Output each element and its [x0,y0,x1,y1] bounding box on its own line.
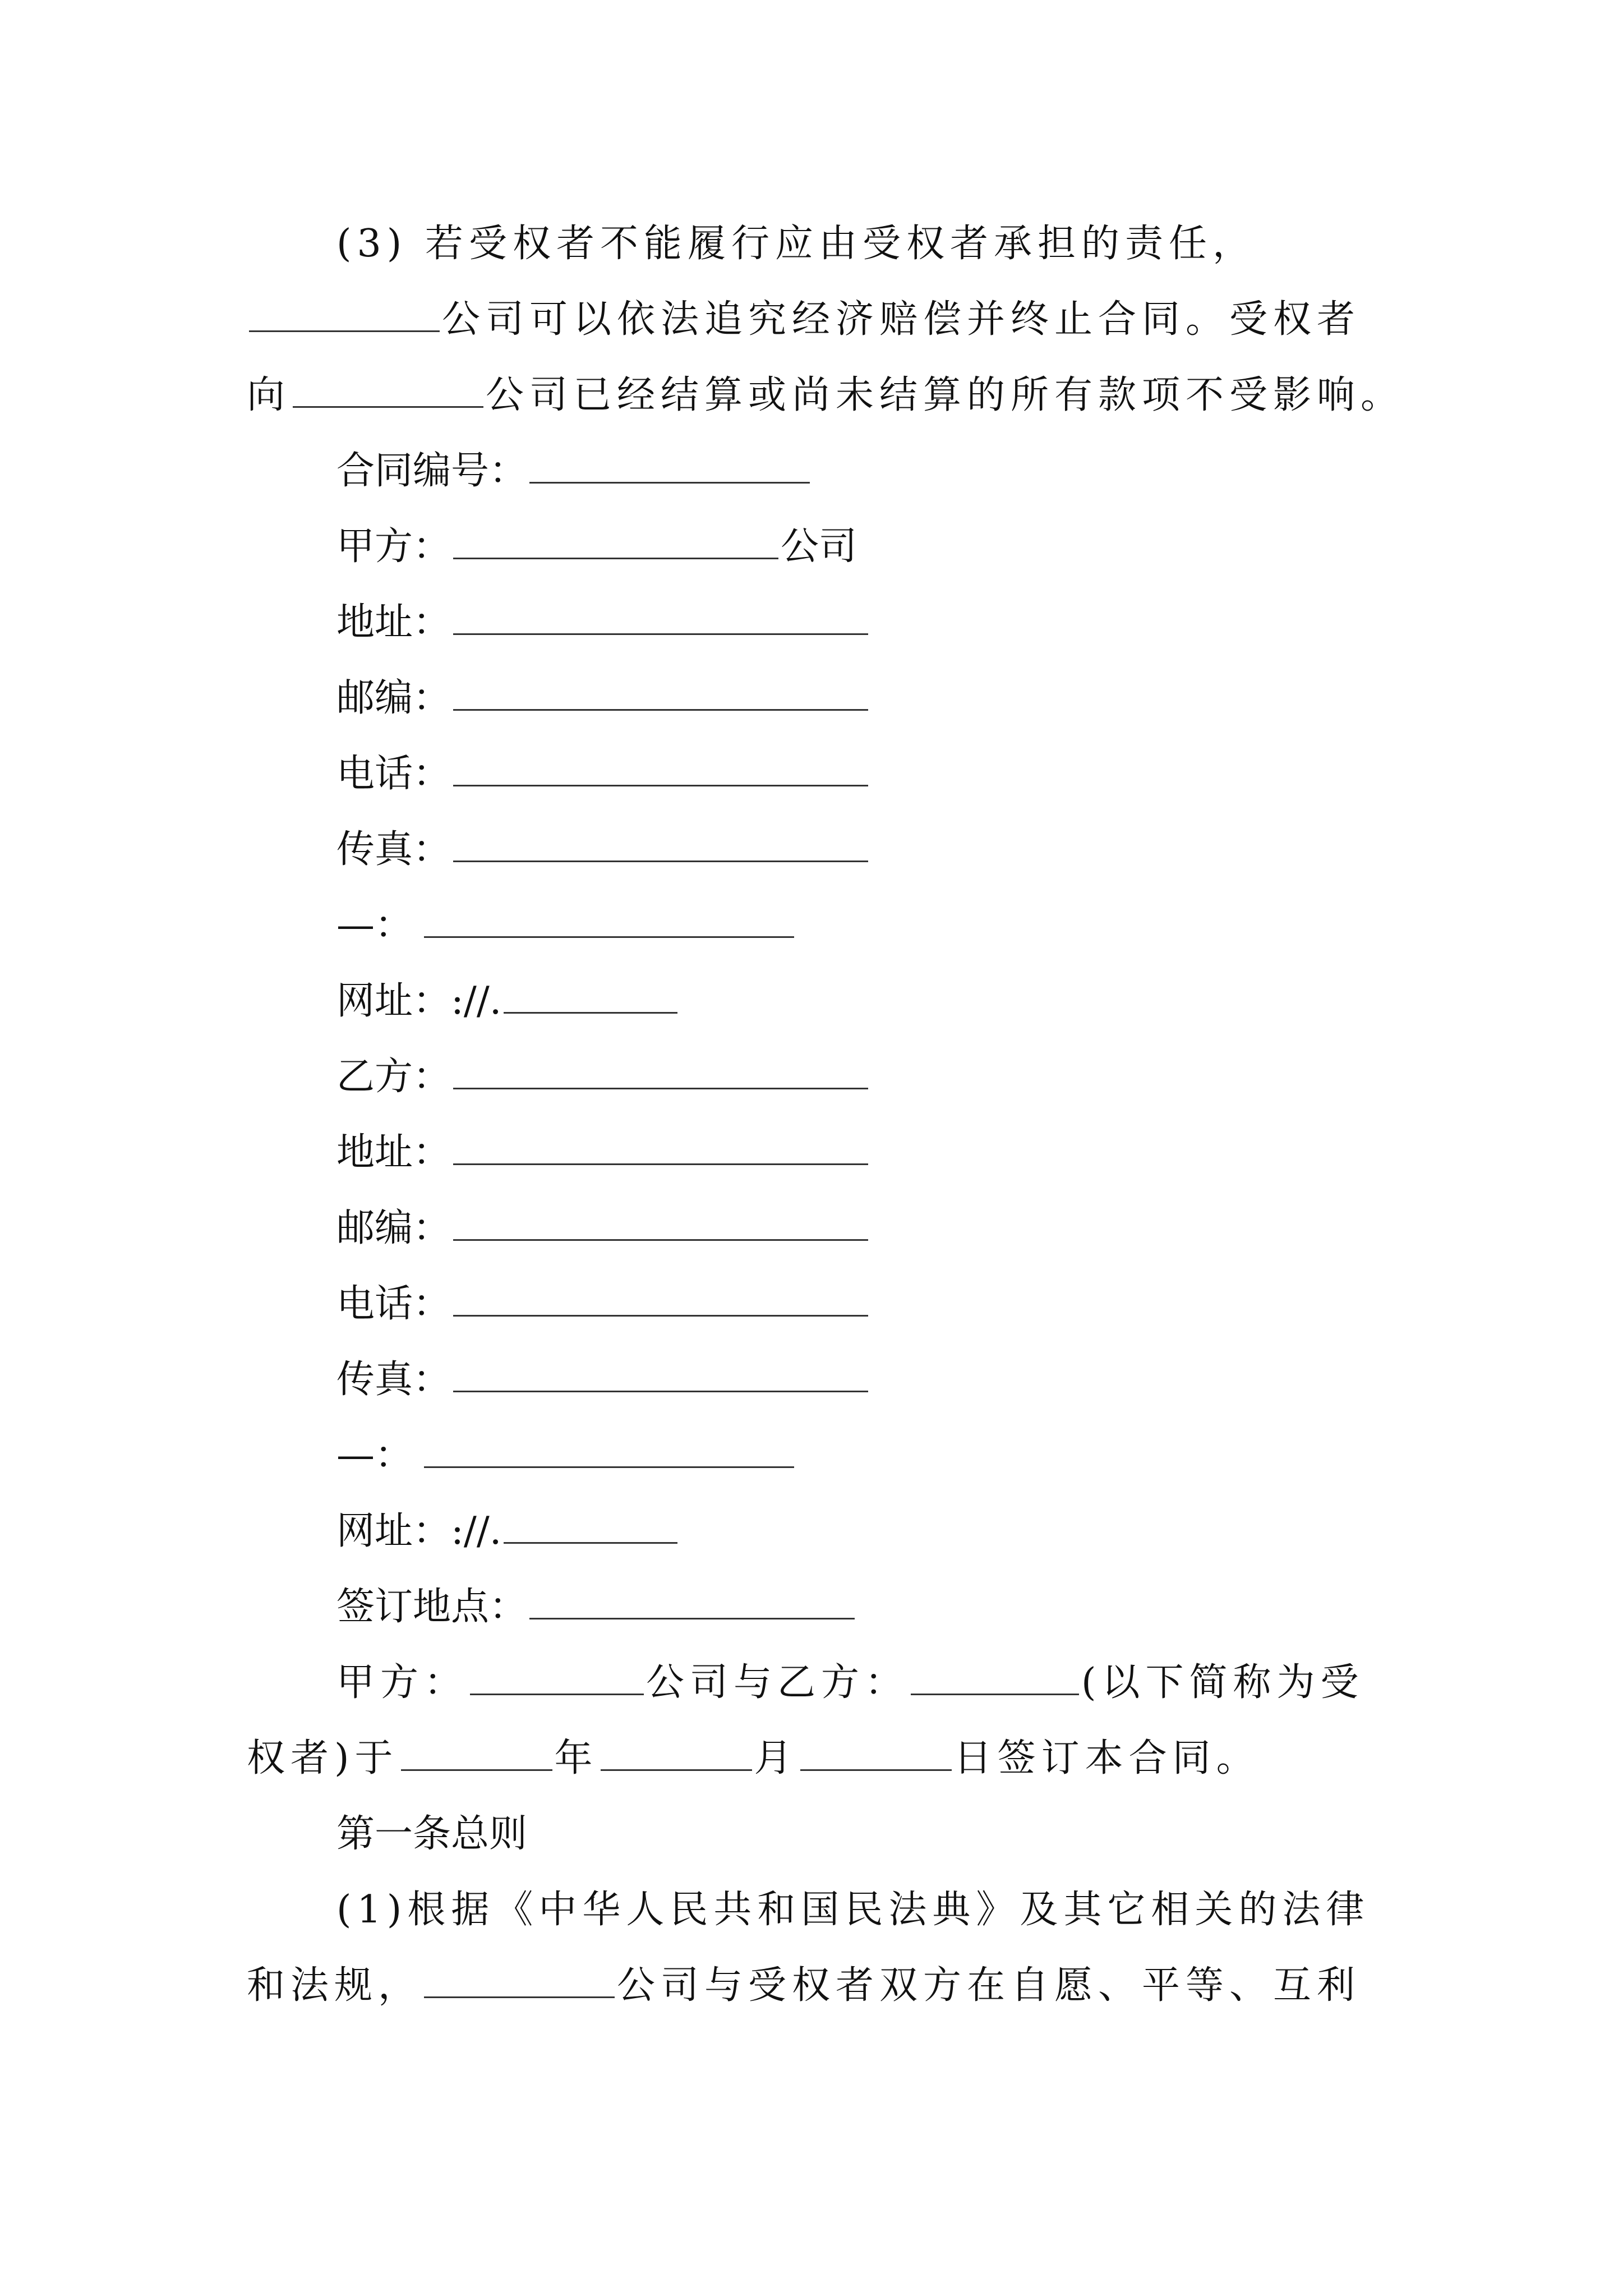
fax-label: 传真： [336,1358,451,1402]
party-b-dash-field[interactable] [424,1432,794,1468]
party-b-postcode-field[interactable] [453,1204,868,1241]
clause3-line1 [336,216,1256,272]
website-label: 网址： [336,979,451,1023]
company-name-blank[interactable] [293,371,483,408]
party-b-website-row [336,1503,680,1559]
year-blank[interactable] [401,1734,552,1771]
company-name-blank[interactable] [424,1962,615,1998]
article-text: 公司与受权者双方在自愿、平等、互利 [617,1963,1361,2008]
day-blank[interactable] [800,1734,952,1771]
party-b-fax-field[interactable] [453,1356,868,1392]
article1-title [336,1806,527,1862]
website-label: 网址： [336,1509,451,1553]
clause3-text: (3) 若受权者不能履行应由受权者承担的责任， [336,222,1256,266]
postcode-label: 邮编： [336,1206,451,1250]
clause3-text: 公司已经结算或尚未结算的所有款项不受影响。 [486,373,1405,417]
contract-no-row [336,443,812,499]
party-b-phone-row [336,1276,870,1332]
postcode-label: 邮编： [336,676,451,720]
clause3-line3 [247,367,1404,424]
article-text: (1)根据《中华人民共和国民法典》及其它相关的法律 [336,1888,1370,1932]
dash-label: —： [336,1433,413,1478]
sign-place-row [336,1579,857,1635]
party-a-company-blank[interactable] [470,1659,644,1695]
agreement-line2 [247,1731,1260,1787]
party-b-label: 乙方： [336,1055,451,1099]
agreement-text: (以下简称为受 [1081,1660,1364,1705]
party-a-suffix: 公司 [781,524,857,569]
sign-place-field[interactable] [529,1583,855,1619]
phone-label: 电话： [336,1282,451,1326]
party-a-phone-row [336,746,870,802]
dash-label: —： [336,903,413,947]
contract-no-field[interactable] [529,447,810,484]
party-b-address-field[interactable] [453,1129,868,1165]
party-b-row [336,1049,870,1105]
party-a-postcode-field[interactable] [453,674,868,711]
fax-label: 传真： [336,827,451,872]
party-a-postcode-row [336,670,870,726]
article-text: 和法规， [247,1963,422,2008]
website-prefix: ://. [451,979,502,1023]
party-a-row [336,519,857,575]
party-a-dash-row [336,898,796,954]
address-label: 地址： [336,1130,451,1175]
party-a-address-row [336,595,870,651]
phone-label: 电话： [336,752,451,796]
party-b-phone-field[interactable] [453,1280,868,1317]
clause3-line2 [247,292,1361,348]
agreement-text: 年 [554,1736,598,1780]
agreement-text: 甲方： [336,1660,468,1705]
party-b-name-blank[interactable] [911,1659,1079,1695]
party-a-dash-field[interactable] [424,901,794,938]
party-b-address-row [336,1125,870,1181]
sign-place-label: 签订地点： [336,1585,528,1629]
party-a-name-field[interactable] [453,523,778,559]
company-name-blank[interactable] [249,296,440,332]
party-a-label: 甲方： [336,524,451,569]
party-b-dash-row [336,1428,796,1484]
article1-para1-line1 [336,1882,1370,1938]
website-prefix: ://. [451,1509,502,1553]
article-title: 第一条总则 [336,1812,528,1856]
party-b-fax-row [336,1352,870,1408]
clause3-text: 向 [247,373,291,417]
agreement-line1 [336,1655,1364,1711]
party-a-address-field[interactable] [453,599,868,635]
month-blank[interactable] [601,1734,752,1771]
contract-no-label: 合同编号： [336,449,528,493]
agreement-text: 权者)于 [247,1736,399,1780]
party-a-website-row [336,973,680,1029]
party-b-postcode-row [336,1200,870,1257]
clause3-text: 公司可以依法追究经济赔偿并终止合同。受权者 [442,297,1361,342]
party-b-name-field[interactable] [453,1053,868,1089]
party-a-phone-field[interactable] [453,750,868,786]
agreement-text: 日签订本合同。 [953,1736,1260,1780]
article1-para1-line2 [247,1958,1361,2014]
party-a-website-field[interactable] [504,977,677,1014]
agreement-text: 月 [754,1736,798,1780]
party-a-fax-row [336,822,870,878]
party-b-website-field[interactable] [504,1507,677,1544]
address-label: 地址： [336,600,451,645]
agreement-text: 公司与乙方： [646,1660,909,1705]
party-a-fax-field[interactable] [453,826,868,862]
